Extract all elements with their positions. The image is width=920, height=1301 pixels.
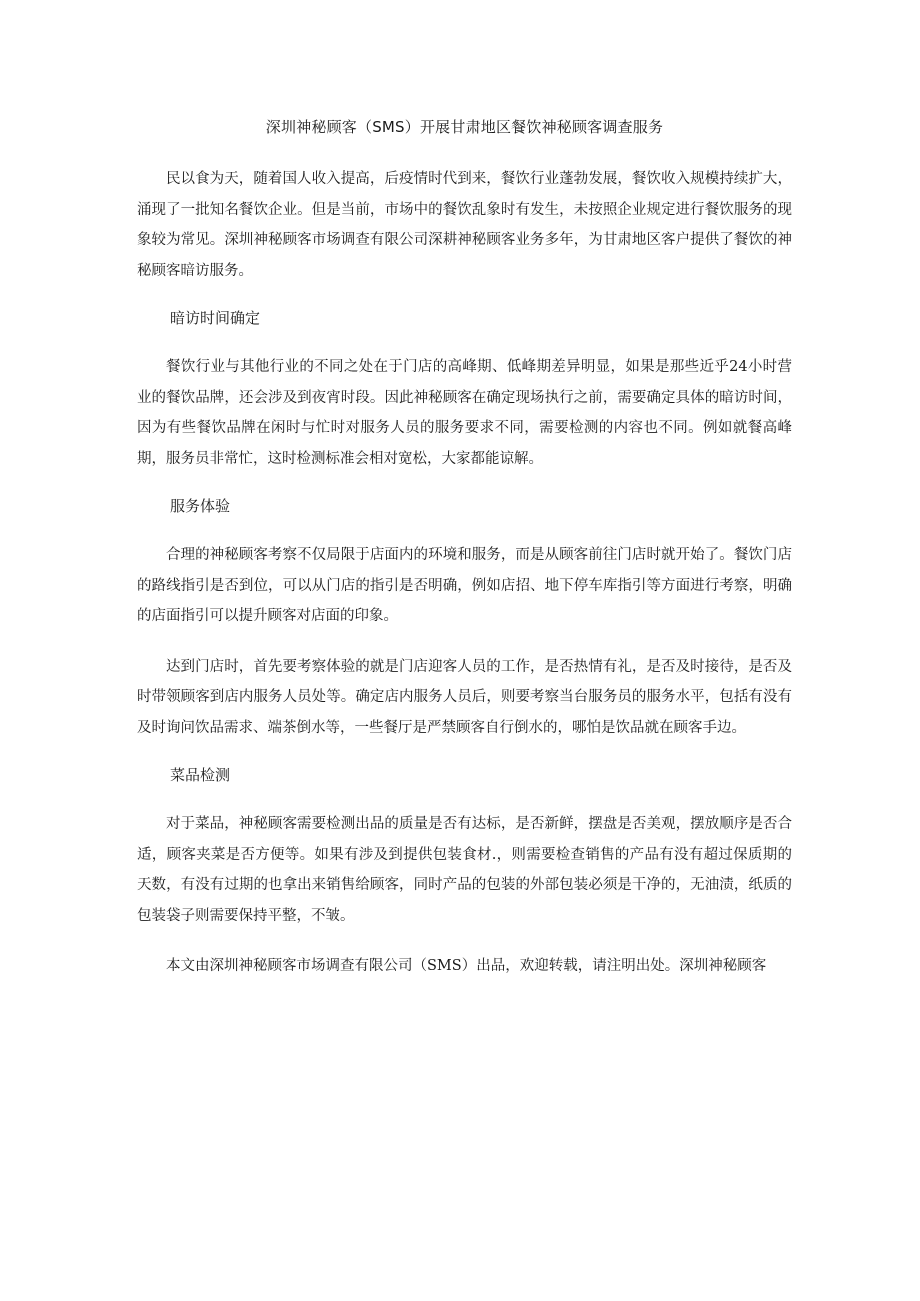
section-heading-visit-time: 暗访时间确定 xyxy=(170,309,261,327)
section-paragraph-service-experience-1: 合理的神秘顾客考察不仅局限于店面内的环境和服务，而是从顾客前往门店时就开始了。餐饮门店的路线指引是否到位，可以从门店的指引是否明确，例如店招、地下停车库指引等方面进行考察，明确的店面指引可以提升顾客对店面的印象。 xyxy=(137,547,792,624)
closing-paragraph: 本文由深圳神秘顾客市场调查有限公司（SMS）出品，欢迎转载，请注明出处。深圳神秘顾客 xyxy=(166,958,767,974)
document-title: 深圳神秘顾客（SMS）开展甘肃地区餐饮神秘顾客调查服务 xyxy=(265,118,664,136)
section-paragraph-service-experience-2: 达到门店时，首先要考察体验的就是门店迎客人员的工作，是否热情有礼，是否及时接待，是否及时带领顾客到店内服务人员处等。确定店内服务人员后，则要考察当台服务员的服务水平，包括有没有及时询问饮品需求、端茶倒水等，一些餐厅是严禁顾客自行倒水的，哪怕是饮品就在顾客手边。 xyxy=(137,658,792,736)
section-paragraph-visit-time: 餐饮行业与其他行业的不同之处在于门店的高峰期、低峰期差异明显，如果是那些近乎24小时营业的餐饮品牌，还会涉及到夜宵时段。因此神秘顾客在确定现场执行之前，需要确定具体的暗访时间，因为有些餐饮品牌在闲时与忙时对服务人员的服务要求不同，需要检测的内容也不同。例如就餐高峰期，服务员非常忙，这时检测标准会相对宽松，大家都能谅解。 xyxy=(137,359,792,467)
intro-paragraph: 民以食为天，随着国人收入提高，后疫情时代到来，餐饮行业蓬勃发展，餐饮收入规模持续扩大，涌现了一批知名餐饮企业。但是当前，市场中的餐饮乱象时有发生，未按照企业规定进行餐饮服务的现象较为常见。深圳神秘顾客市场调查有限公司深耕神秘顾客业务多年，为甘肃地区客户提供了餐饮的神秘顾客暗访服务。 xyxy=(137,171,792,279)
section-paragraph-dish-inspection: 对于菜品，神秘顾客需要检测出品的质量是否有达标，是否新鲜，摆盘是否美观，摆放顺序是否合适，顾客夹菜是否方便等。如果有涉及到提供包装食材.，则需要检查销售的产品有没有超过保质期的天数，有没有过期的也拿出来销售给顾客，同时产品的包装的外部包装必须是干净的，无油渍，纸质的包装袋子则需要保持平整，不皱。 xyxy=(137,816,792,924)
section-heading-service-experience: 服务体验 xyxy=(170,497,231,515)
section-heading-dish-inspection: 菜品检测 xyxy=(170,766,231,784)
